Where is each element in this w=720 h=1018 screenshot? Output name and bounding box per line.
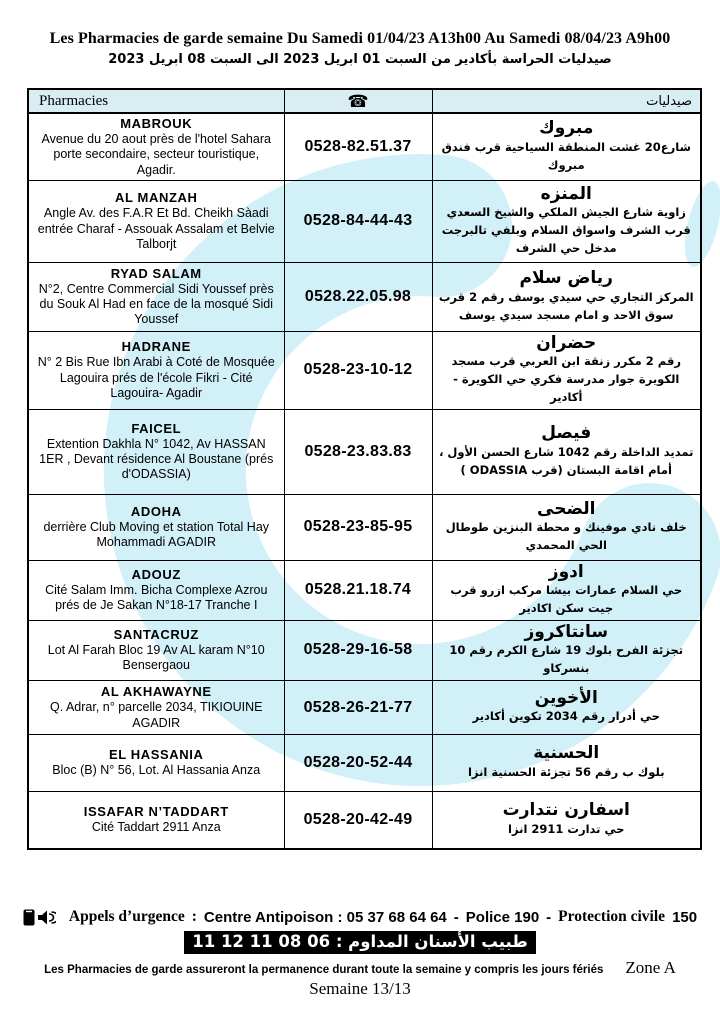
pharmacy-phone: 0528-29-16-58: [284, 620, 432, 680]
pharmacy-phone: 0528-23.83.83: [284, 409, 432, 494]
pharmacy-name-ar: رياض سلام: [519, 268, 613, 289]
pharmacy-name-ar: ادوز: [548, 561, 584, 582]
dash: -: [453, 908, 459, 926]
table-row: [28, 560, 701, 620]
pharmacy-address-ar: بلوك ب رقم 56 تجزئة الحسنية انزا: [467, 764, 665, 779]
pharmacy-address-fr: Bloc (B) N° 56, Lot. Al Hassania Anza: [52, 763, 261, 778]
pharmacy-phone: 0528.21.18.74: [284, 560, 432, 620]
police-text: Police 190: [465, 908, 540, 926]
pharmacy-name-ar: الحسنية: [533, 743, 600, 764]
table-row: [28, 409, 701, 494]
dentist-on-duty-bar: طبيب الأسنان المداوم : 06 08 11 12 11: [184, 931, 536, 954]
pharmacy-name-fr: ADOHA: [130, 503, 182, 519]
pharmacy-address-fr: Cité Taddart 2911 Anza: [91, 820, 221, 835]
pharmacy-address-ar: المركز التجاري حي سيدي يوسف رقم 2 قرب سوق الاحد و امام مسجد سيدي يوسف: [438, 289, 694, 322]
pharmacy-address-fr: N°2, Centre Commercial Sidi Youssef près du Souk Al Had en face de la mosqué Sidi Youssef: [38, 281, 274, 327]
title-line-fr: Les Pharmacies de garde semaine Du Samedi 01/04/23 A13h00 Au Samedi 08/04/23 A9h00: [49, 30, 671, 47]
pharmacy-name-fr: SANTACRUZ: [113, 627, 199, 643]
pharmacy-name-ar: المنزه: [540, 183, 592, 204]
mobile-phone-icon: [23, 909, 35, 926]
note-text: Les Pharmacies de garde assureront la permanence durant toute la semaine y compris les jours fériés: [44, 964, 604, 976]
pharmacy-phone: 0528-82.51.37: [284, 113, 432, 180]
pharmacy-name-ar: حضران: [536, 332, 597, 353]
pharmacy-phone: 0528-20-42-49: [284, 792, 432, 849]
table-row: [28, 792, 701, 849]
pharmacy-name-fr: ADOUZ: [131, 567, 181, 583]
pharmacy-name-fr: AL AKHAWAYNE: [100, 684, 212, 700]
pharmacy-address-fr: Cité Salam Imm. Bicha Complexe Azrou prés de Je Sakan N°18-17 Tranche I: [45, 583, 268, 613]
pharmacy-address-ar: حي أدرار رقم 2034 تكوين أكادير: [472, 709, 660, 724]
pharmacy-name-fr: FAICEL: [131, 420, 182, 436]
pharmacy-phone: 0528-84-44-43: [284, 180, 432, 262]
pharmacy-name-ar: الضحى: [537, 498, 596, 519]
pharmacy-address-fr: Avenue du 20 aout près de l'hotel Sahara porte secondaire, secteur touristique, Agadir.: [41, 132, 271, 177]
note-line: [0, 958, 720, 978]
pharmacy-address-ar: خلف نادي موفينك و محطة البنزين طوطال الحي المحمدي: [445, 520, 687, 552]
pharmacy-name-ar: اسفارن نتدارت: [502, 800, 630, 821]
table-row: [28, 735, 701, 792]
pharmacy-address-fr: Extention Dakhla N° 1042, Av HASSAN 1ER , Devant résidence Al Boustane (prés d'ODASSIA): [39, 436, 274, 482]
protection-civile-label: Protection civile: [558, 908, 666, 925]
zone-label: Zone A: [625, 958, 676, 977]
column-header-pharmacies: Pharmacies: [28, 89, 284, 113]
table-row: [28, 331, 701, 409]
pharmacy-address-fr: N° 2 Bis Rue Ibn Arabi à Coté de Mosquée Lagouira prés de l'école Fikri - Cité Lagouira- Agadir: [37, 355, 275, 400]
column-header-pharmacies-ar: صيدليات: [432, 89, 701, 113]
emergency-colon: :: [191, 908, 197, 925]
pharmacy-phone: 0528-20-52-44: [284, 735, 432, 792]
footer: [0, 906, 720, 999]
pharmacy-address-ar: حي تدارت 2911 انزا: [508, 821, 625, 836]
table-row: [28, 180, 701, 262]
emergency-line: [0, 906, 720, 928]
week-label: Semaine 13/13: [309, 979, 411, 998]
pharmacy-name-fr: ISSAFAR N’TADDART: [83, 804, 229, 820]
pharmacy-name-fr: EL HASSANIA: [109, 747, 204, 763]
pharmacy-address-ar: رقم 2 مكرر زنقة ابن العربي قرب مسجد الكويرة جوار مدرسة فكري حي الكويرة - أكادير: [451, 354, 681, 404]
pharmacy-phone: 0528-26-21-77: [284, 681, 432, 735]
table-row: [28, 681, 701, 735]
pharmacy-name-fr: AL MANZAH: [115, 190, 198, 206]
table-header-row: [28, 89, 701, 113]
pharmacy-address-ar: تجزئة الفرح بلوك 19 شارع الكرم رقم 10 بنسركاو: [449, 643, 684, 676]
pharmacy-address-ar: تمديد الداخلة رقم 1042 شارع الحسن الأول ، أمام اقامة البستان (قرب ODASSIA ): [439, 444, 694, 477]
emergency-label: Appels d’urgence: [68, 908, 185, 925]
dash: -: [546, 908, 552, 926]
pharmacy-phone: 0528-23-10-12: [284, 331, 432, 409]
pharmacy-address-fr: Lot Al Farah Bloc 19 Av AL karam N°10 Bensergaou: [47, 643, 265, 673]
pharmacy-name-ar: مبروك: [539, 118, 594, 139]
table-row: [28, 620, 701, 680]
pharmacy-address-fr: Angle Av. des F.A.R Et Bd. Cheikh Sàadi entrée Charaf - Assouak Assalam et Belvie Talborjt: [37, 206, 275, 251]
pharmacy-name-fr: HADRANE: [121, 339, 191, 355]
antipoison-text: Centre Antipoison : 05 37 68 64 64: [203, 908, 447, 926]
pharmacy-phone: 0528.22.05.98: [284, 262, 432, 331]
pharmacy-address-fr: derrière Club Moving et station Total Hay Mohammadi AGADIR: [43, 519, 270, 550]
pharmacies-table: [27, 88, 702, 850]
document-title: [0, 30, 720, 67]
title-line-ar: صيدليات الحراسة بأكادير من السبت 01 ابريل 2023 الى السبت 08 ابريل 2023: [108, 52, 612, 67]
telephone-icon: ☎: [284, 89, 432, 113]
table-row: [28, 262, 701, 331]
pharmacy-address-ar: حي السلام عمارات بيشا مركب ازرو قرب جيت سكن اكادير: [450, 583, 683, 616]
table-row: [28, 494, 701, 560]
protection-civile-number: 150: [672, 908, 698, 926]
pharmacy-name-fr: MABROUK: [120, 116, 193, 131]
pharmacy-name-ar: فيصل: [541, 423, 592, 444]
table-row: [28, 113, 701, 180]
pharmacy-address-ar: شارع20 غشت المنطقة السياحية قرب فندق مبروك: [441, 139, 691, 172]
pharmacy-name-ar: الأخوين: [534, 687, 598, 708]
pharmacy-address-fr: Q. Adrar, n° parcelle 2034, TIKIOUINE AGADIR: [49, 700, 263, 730]
pharmacy-name-fr: RYAD SALAM: [110, 265, 202, 281]
speaker-icon: [38, 910, 56, 925]
pharmacy-name-ar: سانتاكروز: [524, 621, 609, 642]
pharmacy-phone: 0528-23-85-95: [284, 494, 432, 560]
pharmacy-address-ar: زاوية شارع الجيش الملكي والشيخ السعدي قرب الشرف واسواق السلام وبلفي تالبرجت مدخل حي الشرف: [441, 205, 691, 255]
